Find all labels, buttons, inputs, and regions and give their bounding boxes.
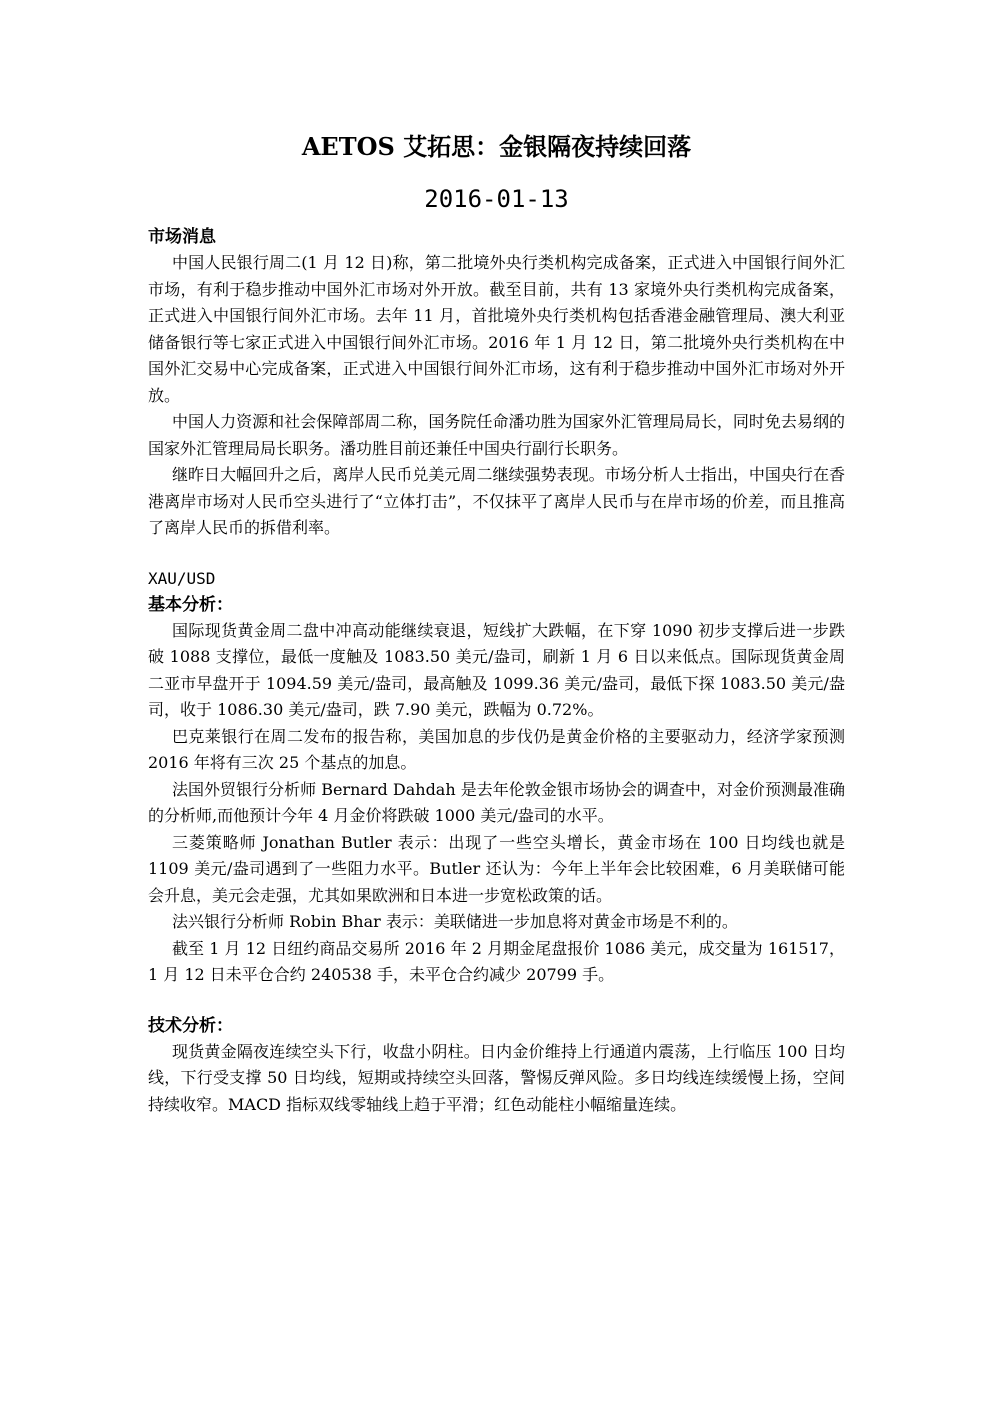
market-news-paragraph: 中国人民银行周二(1 月 12 日)称，第二批境外央行类机构完成备案，正式进入中国银行间外汇市场，有利于稳步推动中国外汇市场对外开放。截至目前，共有 13 家境外央行类机构完成备案，正式进入中国银行间外汇市场。去年 11 月，首批境外央行类机构包括香港金融管理局、澳大利亚储备银行等七家正式进入中国银行间外汇市场。2016 年 1 月 12 日，第二批境外央行类机构在中国外汇交易中心完成备案，正式进入中国银行间外汇市场，这有利于稳步推动中国外汇市场对外开放。 [148, 253, 845, 405]
xau-section [148, 566, 845, 1119]
section-spacer [148, 989, 845, 1013]
fundamental-paragraph: 国际现货黄金周二盘中冲高动能继续衰退，短线扩大跌幅，在下穿 1090 初步支撑后进一步跌破 1088 支撑位，最低一度触及 1083.50 美元/盎司，刷新 1 月 6 日以来低点。国际现货黄金周二亚市早盘开于 1094.59 美元/盎司，最高触及 1099.36 美元/盎司，最低下探 1083.50 美元/盎司，收于 1086.30 美元/盎司，跌 7.90 美元，跌幅为 0.72%。 [148, 620, 845, 719]
document-page [148, 120, 845, 1118]
document-date: 2016-01-13 [424, 185, 569, 213]
fundamental-analysis-heading: 基本分析： [148, 594, 233, 615]
market-news-section [148, 224, 845, 542]
market-news-heading: 市场消息 [148, 227, 216, 247]
market-news-paragraph: 继昨日大幅回升之后，离岸人民币兑美元周二继续强势表现。市场分析人士指出，中国央行在香港离岸市场对人民币空头进行了“立体打击”，不仅抹平了离岸人民币与在岸市场的价差，而且推高了离岸人民币的拆借利率。 [148, 465, 845, 537]
fundamental-paragraph: 巴克莱银行在周二发布的报告称，美国加息的步伐仍是黄金价格的主要驱动力，经济学家预测 2016 年将有三次 25 个基点的加息。 [148, 726, 845, 772]
market-news-paragraph: 中国人力资源和社会保障部周二称，国务院任命潘功胜为国家外汇管理局局长，同时免去易纲的国家外汇管理局局长职务。潘功胜目前还兼任中国央行副行长职务。 [148, 412, 845, 458]
technical-paragraph: 现货黄金隔夜连续空头下行，收盘小阴柱。日内金价维持上行通道内震荡，上行临压 100 日均线，下行受支撑 50 日均线，短期或持续空头回落，警惕反弹风险。多日均线连续缓慢上扬，空间持续收窄。MACD 指标双线零轴线上趋于平滑；红色动能柱小幅缩量连续。 [148, 1041, 845, 1114]
fundamental-paragraph: 三菱策略师 Jonathan Butler 表示：出现了一些空头增长，黄金市场在 100 日均线也就是 1109 美元/盎司遇到了一些阻力水平。Butler 还认为：今年上半年会比较困难，6 月美联储可能会升息，美元会走强，尤其如果欧洲和日本进一步宽松政策的话。 [148, 832, 845, 905]
section-spacer [148, 542, 845, 566]
technical-analysis-heading: 技术分析： [148, 1015, 233, 1036]
document-title: AETOS 艾拓思：金银隔夜持续回落 [301, 132, 692, 161]
fundamental-paragraph: 法兴银行分析师 Robin Bhar 表示：美联储进一步加息将对黄金市场是不利的。 [172, 912, 738, 931]
fundamental-paragraph: 截至 1 月 12 日纽约商品交易所 2016 年 2 月期金尾盘报价 1086 美元，成交量为 161517，1 月 12 日未平仓合约 240538 手，未平仓合约减少 20799 手。 [148, 938, 845, 984]
fundamental-paragraph: 法国外贸银行分析师 Bernard Dahdah 是去年伦敦金银市场协会的调查中，对金价预测最准确的分析师,而他预计今年 4 月金价将跌破 1000 美元/盎司的水平。 [148, 779, 845, 825]
instrument-symbol: XAU/USD [148, 568, 216, 588]
